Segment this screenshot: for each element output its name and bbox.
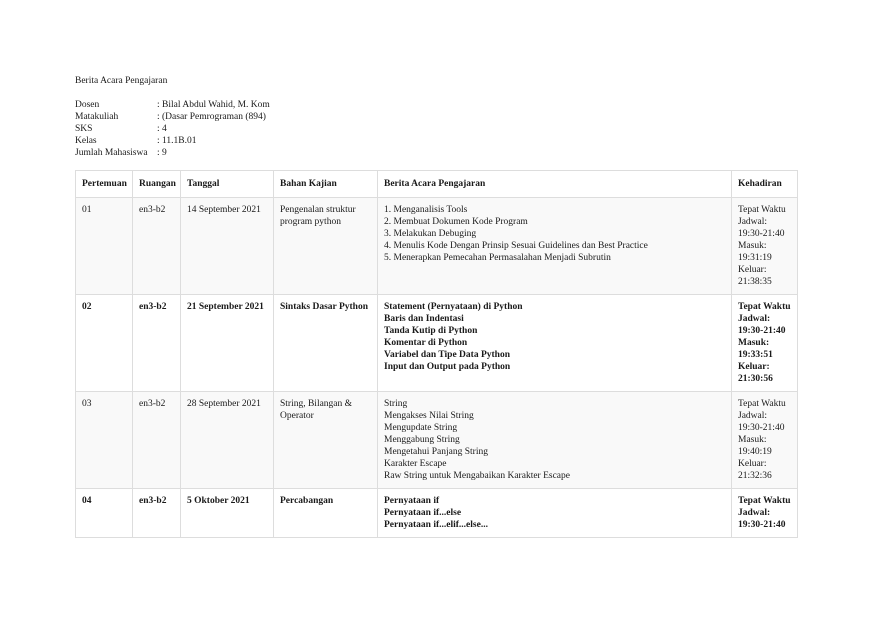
berita-acara-line: Menggabung String [384,435,460,445]
kehadiran-line: Keluar: [738,265,767,275]
kehadiran-line: Masuk: [738,241,767,251]
course-info-row [75,123,270,135]
berita-acara-line: Karakter Escape [384,459,447,469]
cell-berita-acara [378,392,732,489]
berita-acara-line: Mengakses Nilai String [384,411,474,421]
cell-tanggal: 5 Oktober 2021 [181,489,274,538]
cell-tanggal: 28 September 2021 [181,392,274,489]
table-header-row [76,171,798,198]
kehadiran-line: 21:38:35 [738,277,772,287]
bahan-kajian-text: Percabangan [280,496,334,506]
berita-acara-line: String [384,399,408,409]
cell-berita-acara [378,295,732,392]
cell-pertemuan: 03 [76,392,133,489]
cell-ruangan: en3-b2 [133,295,181,392]
header-bahan-kajian: Bahan Kajian [274,171,378,198]
cell-bahan-kajian [274,489,378,538]
kehadiran-line: 19:30-21:40 [738,423,785,433]
table-row [76,295,798,392]
cell-kehadiran [732,198,798,295]
kehadiran-line: Tepat Waktu [738,496,791,506]
kehadiran-line: 21:32:36 [738,471,772,481]
cell-pertemuan: 04 [76,489,133,538]
table-row [76,392,798,489]
berita-acara-line: 5. Menerapkan Pemecahan Permasalahan Menjadi Subrutin [384,253,611,263]
berita-acara-line: Mengetahui Panjang String [384,447,488,457]
course-info-value: : 9 [157,148,167,158]
kehadiran-line: Tepat Waktu [738,205,786,215]
cell-kehadiran [732,295,798,392]
course-info [75,99,270,159]
berita-acara-line: 2. Membuat Dokumen Kode Program [384,217,528,227]
kehadiran-line: 19:40:19 [738,447,772,457]
kehadiran-line: 19:33:51 [738,350,773,360]
attendance-table [75,170,798,538]
berita-acara-line: Statement (Pernyataan) di Python [384,302,523,312]
kehadiran-line: Jadwal: [738,314,771,324]
cell-ruangan: en3-b2 [133,198,181,295]
kehadiran-line: 19:31:19 [738,253,772,263]
kehadiran-line: Tepat Waktu [738,302,791,312]
course-info-value: : Bilal Abdul Wahid, M. Kom [157,100,270,110]
cell-tanggal: 14 September 2021 [181,198,274,295]
cell-bahan-kajian [274,198,378,295]
berita-acara-line: Pernyataan if...else [384,508,462,518]
kehadiran-line: 21:30:56 [738,374,773,384]
berita-acara-line: Variabel dan Tipe Data Python [384,350,510,360]
berita-acara-line: Tanda Kutip di Python [384,326,478,336]
kehadiran-line: Keluar: [738,459,767,469]
bahan-kajian-text: Pengenalan struktur program python [280,205,356,227]
cell-berita-acara [378,198,732,295]
document-title: Berita Acara Pengajaran [75,76,168,86]
cell-kehadiran [732,489,798,538]
berita-acara-line: 1. Menganalisis Tools [384,205,468,215]
berita-acara-line: Pernyataan if...elif...else... [384,520,488,530]
kehadiran-line: Tepat Waktu [738,399,786,409]
kehadiran-line: Jadwal: [738,217,768,227]
header-kehadiran: Kehadiran [732,171,798,198]
course-info-value: : 11.1B.01 [157,136,197,146]
course-info-row [75,111,270,123]
cell-pertemuan: 01 [76,198,133,295]
berita-acara-line: Mengupdate String [384,423,458,433]
berita-acara-line: Input dan Output pada Python [384,362,511,372]
course-info-label: Matakuliah [75,112,119,122]
course-info-label: Dosen [75,100,100,110]
kehadiran-line: Jadwal: [738,508,771,518]
cell-pertemuan: 02 [76,295,133,392]
kehadiran-line: Masuk: [738,435,767,445]
course-info-label: SKS [75,124,93,134]
header-pertemuan: Pertemuan [76,171,133,198]
cell-tanggal: 21 September 2021 [181,295,274,392]
course-info-label: Kelas [75,136,97,146]
cell-berita-acara [378,489,732,538]
kehadiran-line: Jadwal: [738,411,768,421]
berita-acara-line: Komentar di Python [384,338,468,348]
kehadiran-line: Keluar: [738,362,770,372]
table-row [76,198,798,295]
bahan-kajian-text: Sintaks Dasar Python [280,302,368,312]
course-info-row [75,99,270,111]
berita-acara-line: Baris dan Indentasi [384,314,464,324]
header-berita-acara: Berita Acara Pengajaran [378,171,732,198]
berita-acara-line: Raw String untuk Mengabaikan Karakter Escape [384,471,570,481]
berita-acara-line: 4. Menulis Kode Dengan Prinsip Sesuai Guidelines dan Best Practice [384,241,648,251]
bahan-kajian-text: String, Bilangan & Operator [280,399,353,421]
berita-acara-line: 3. Melakukan Debuging [384,229,477,239]
cell-ruangan: en3-b2 [133,392,181,489]
kehadiran-line: 19:30-21:40 [738,520,786,530]
berita-acara-line: Pernyataan if [384,496,440,506]
course-info-label: Jumlah Mahasiswa [75,148,148,158]
kehadiran-line: 19:30-21:40 [738,326,786,336]
table-row [76,489,798,538]
course-info-value: : (Dasar Pemrograman (894) [157,112,266,122]
cell-ruangan: en3-b2 [133,489,181,538]
header-tanggal: Tanggal [181,171,274,198]
cell-kehadiran [732,392,798,489]
header-ruangan: Ruangan [133,171,181,198]
kehadiran-line: 19:30-21:40 [738,229,785,239]
cell-bahan-kajian [274,295,378,392]
kehadiran-line: Masuk: [738,338,770,348]
cell-bahan-kajian [274,392,378,489]
course-info-row [75,135,270,147]
course-info-value: : 4 [157,124,167,134]
course-info-row [75,147,270,159]
